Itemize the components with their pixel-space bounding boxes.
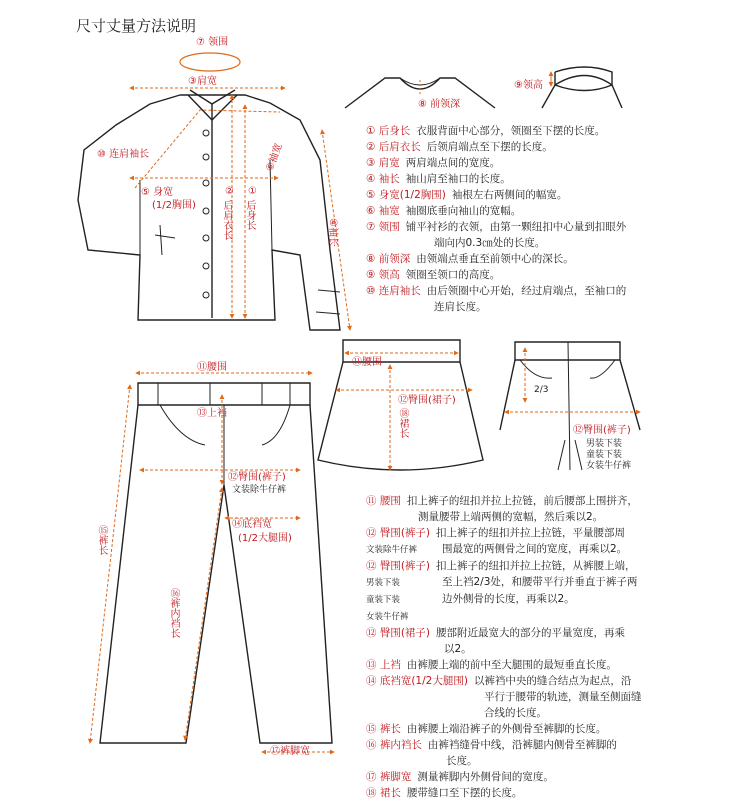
label-jeans-sub2: 童装下装	[586, 450, 623, 460]
label-skirt-waist: ⑪腰围	[352, 357, 382, 368]
legend-row: ⑨ 领高 领圈至领口的高度。	[366, 269, 501, 281]
label-front-length-text: 后肩衣长	[221, 200, 232, 240]
shirt-legend	[366, 123, 696, 315]
label-hip-pants: ⑫臀围(裤子)	[228, 472, 286, 483]
label-collar-height: ⑨领高	[514, 80, 543, 91]
page-title: 尺寸丈量方法说明	[76, 17, 197, 35]
label-waist: ⑪腰围	[197, 362, 227, 373]
label-hip-pants-sub: 文装除牛仔裤	[232, 485, 287, 495]
label-leg-opening: ⑰裤脚宽	[270, 746, 310, 757]
label-shoulder: ③肩宽	[188, 76, 217, 87]
label-pants-length: ⑮裤长	[96, 525, 107, 555]
pants-length-line	[90, 385, 130, 743]
pants-legend: ⑪ 腰围 扣上裤子的纽扣并拉上拉链，前后腰部上围拼齐， 测量腰带上端两侧的宽幅，然后乘以2。 ⑫ 臀围(裤子) 扣上裤子的纽扣并拉上拉链，平量腰部周 文装除牛仔裤 围最宽的两侧骨之间的宽度，再乘以2。 ⑫ 臀围(裤子) 扣上裤子的纽扣并拉上拉链，从裤腰上端， 男装下装 至上裆2/3处，和腰带平行并垂直于裤子两 童装下装 边外侧骨的长度，再乘以2。 女装牛仔裤 ⑫ 臀围(裙子) 腰部附近最宽大的部分的平量宽度，再乘 以2。 ⑬ 上裆 由裤腰上端的前中至大腿围的最短垂直长度。 ⑭ 底裆宽(1/2大腿围) 以裤裆中央的缝合结点为起点，沿 平行于腰带的轨迹，测量至侧面缝 合线的长度。 ⑮ 裤长 由裤腰上端沿裤子的外侧骨至裤脚的长度。 ⑯ 裤内裆长 由裤裆缝骨中线，沿裤腿内侧骨至裤脚的 长度。 ⑰ 裤脚宽 测量裤脚内外侧骨间的宽度。 ⑱ 裙长 腰带缝口至下摆的长度。	[366, 495, 642, 799]
label-back-length-num: ①	[248, 186, 257, 197]
collar-ellipse	[180, 53, 240, 71]
label-front-neck-depth: ⑧ 前领深	[418, 99, 461, 110]
label-skirt-hip: ⑫臀围(裙子)	[398, 395, 456, 406]
label-rise: ⑬上裆	[197, 408, 227, 419]
label-inseam: ⑯裤内裆长	[168, 588, 179, 638]
legend-row: 端向内0.3㎝处的长度。	[434, 237, 546, 249]
label-raglan-sleeve: ⑩ 连肩袖长	[97, 149, 150, 160]
legend-row: ② 后肩衣长 后领肩端点至下摆的长度。	[366, 141, 553, 153]
legend-row: ⑤ 身宽(1/2胸围) 袖根左右两侧间的幅宽。	[366, 189, 568, 201]
label-sleeve-length: ④袖长	[327, 218, 338, 247]
inseam-line	[185, 488, 222, 740]
raglan-line	[135, 110, 280, 188]
label-jeans-ratio: 2/3	[534, 385, 549, 395]
legend-row: 连肩长度。	[434, 301, 487, 313]
legend-row: ⑦ 领围 铺平衬衫的衣领，由第一颗纽扣中心量到扣眼外	[366, 221, 627, 233]
label-jeans-hip: ⑫臀围(裤子)	[573, 425, 631, 436]
pants-drawing	[100, 383, 332, 743]
label-front-length-num: ②	[225, 186, 234, 197]
legend-row: ① 后身长 衣服背面中心部分，领圈至下摆的长度。	[366, 125, 606, 137]
label-thigh: ⑭底裆宽	[232, 519, 272, 530]
legend-row: ⑩ 连肩袖长 由后领圈中心开始，经过肩端点，至袖口的	[366, 285, 627, 297]
legend-row: ⑥ 袖宽 袖圈底垂向袖山的宽幅。	[366, 205, 522, 217]
label-skirt-length: ⑱裙长	[397, 408, 408, 438]
shirt-buttons	[203, 130, 209, 298]
label-jeans-sub1: 男装下装	[586, 439, 623, 449]
label-chest-sub: (1/2胸围)	[152, 200, 196, 211]
label-jeans-sub3: 女装牛仔裤	[586, 461, 632, 471]
label-collar: ⑦ 领围	[196, 37, 229, 48]
label-chest: ⑤ 身宽	[141, 187, 174, 198]
label-cuff: ⑥袖宽	[264, 142, 285, 174]
label-back-length-text: 后身长	[244, 200, 255, 230]
legend-row: ③ 肩宽 两肩端点间的宽度。	[366, 157, 501, 169]
label-thigh-sub: (1/2大腿围)	[238, 533, 292, 544]
legend-row: ④ 袖长 袖山肩至袖口的长度。	[366, 173, 511, 185]
collar-drawing	[542, 67, 622, 108]
legend-row: ⑧ 前领深 由领端点垂直至前领中心的深长。	[366, 253, 574, 265]
